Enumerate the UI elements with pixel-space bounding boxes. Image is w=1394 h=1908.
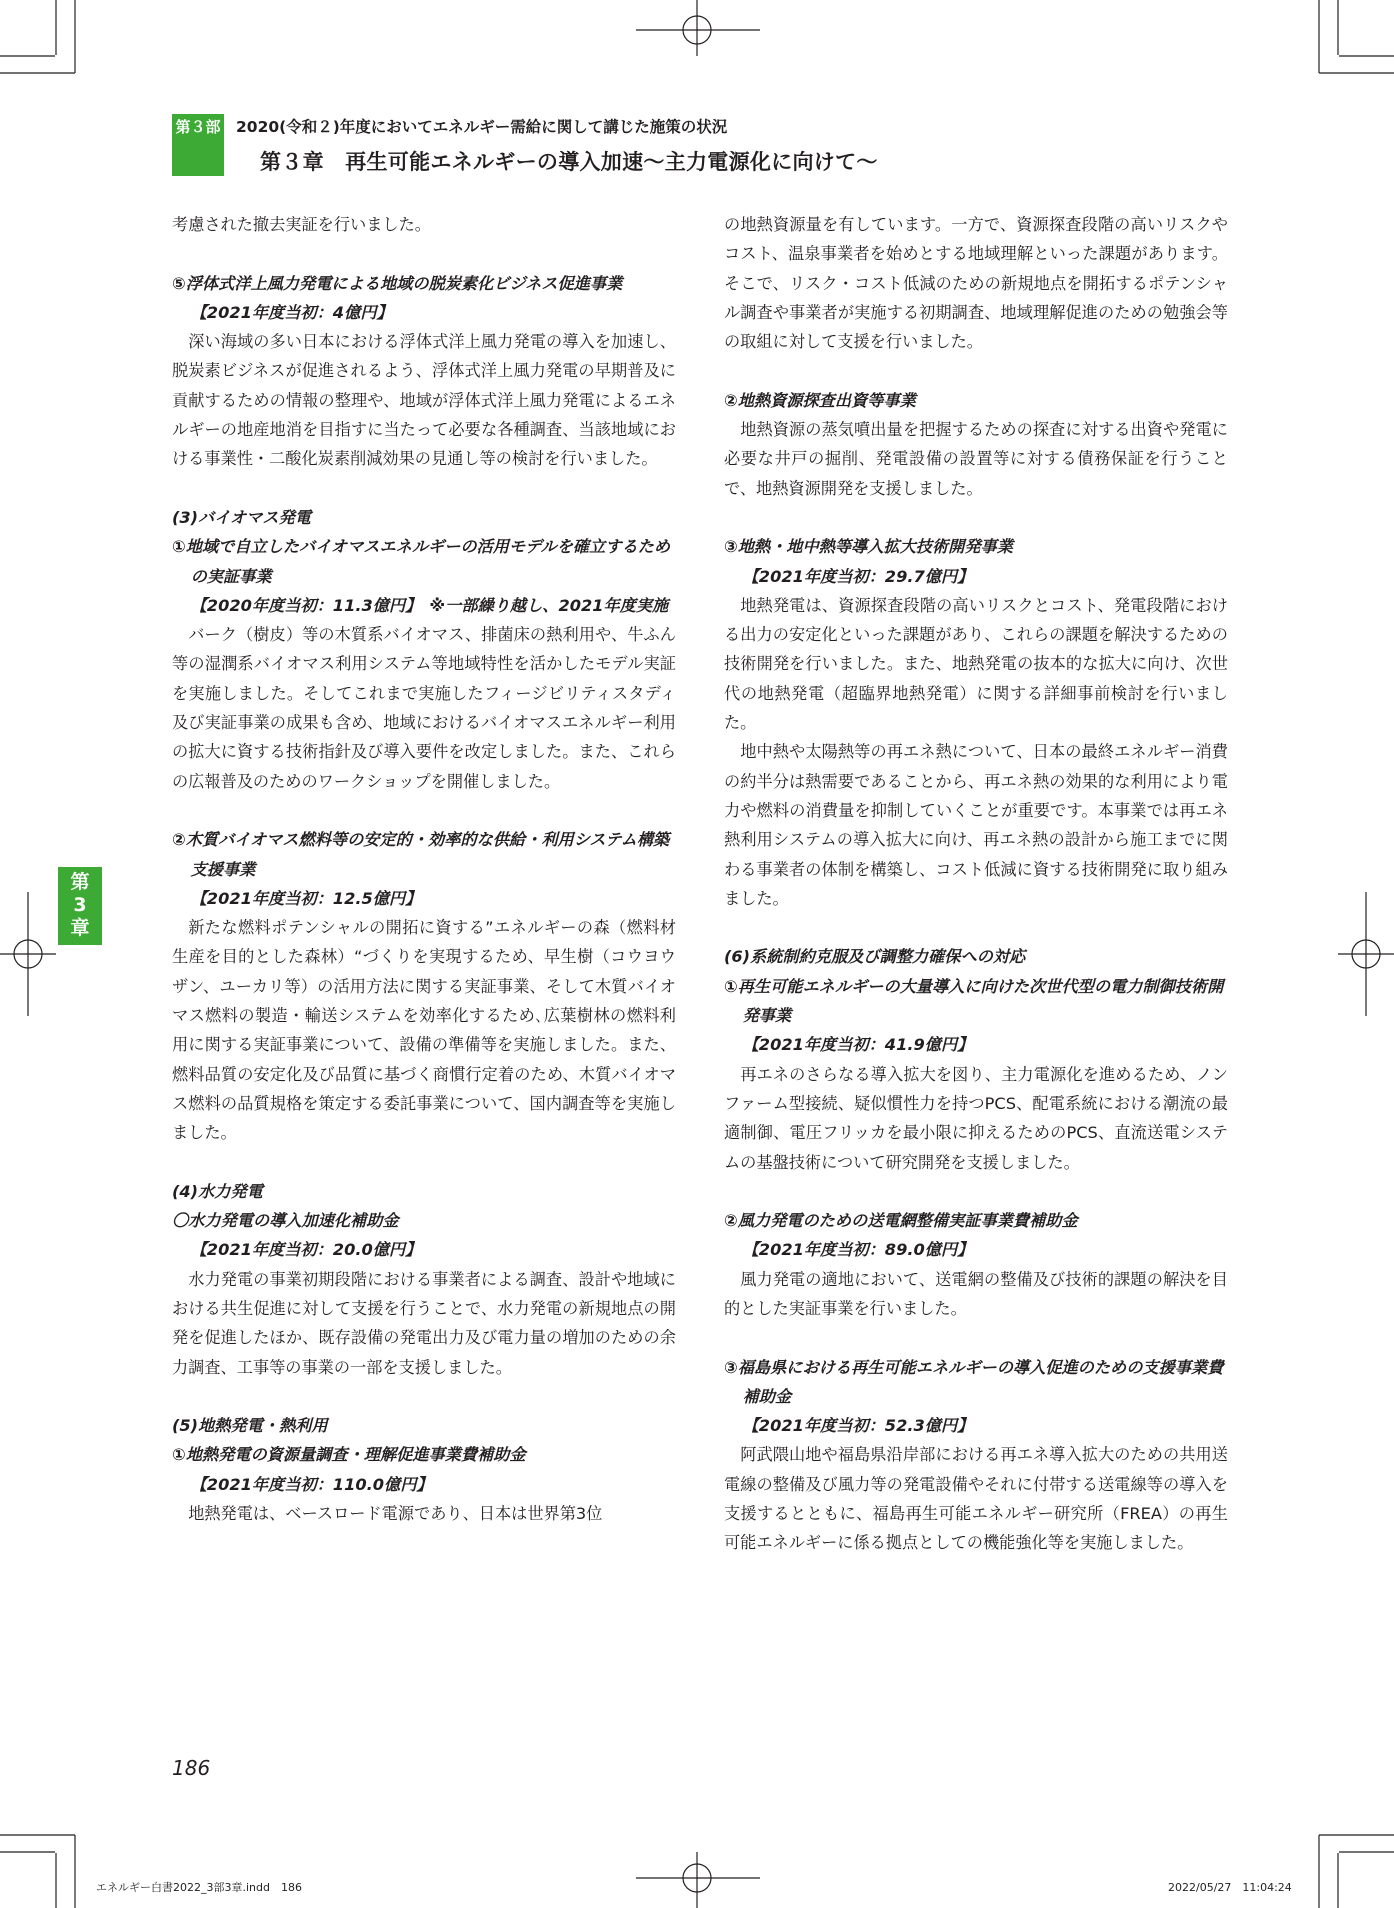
budget-line: 【2021年度当初：4億円】 bbox=[190, 302, 393, 322]
item-heading: 〇水力発電の導入加速化補助金 bbox=[172, 1211, 399, 1231]
budget-line: 【2020年度当初：11.3億円】 ※一部繰り越し、2021年度実施 bbox=[190, 595, 669, 615]
left-column bbox=[172, 210, 676, 1528]
page-number: 186 bbox=[172, 1756, 211, 1780]
section-heading: (6)系統制約克服及び調整力確保への対応 bbox=[724, 947, 1026, 967]
section-heading: (3)バイオマス発電 bbox=[172, 507, 311, 527]
paragraph: 深い海域の多い日本における浮体式洋上風力発電の導入を加速し、脱炭素ビジネスが促進されるよう、浮体式洋上風力発電の早期普及に貢献するための情報の整理や、地域が浮体式洋上風力発電によるエネルギーの地産地消を目指すに当たって必要な各種調査、当該地域における事業性・二酸化炭素削減効果の見通し等の検討を行いました。 bbox=[172, 332, 676, 469]
paragraph: 新たな燃料ポテンシャルの開拓に資する”エネルギーの森（燃料材生産を目的とした森林）“づくりを実現するため、早生樹（コウヨウザン、ユーカリ等）の活用方法に関する実証事業、そして木質バイオマス燃料の製造・輸送システムを効率化するため､広葉樹林の燃料利用に関する実証事業について、設備の準備等を実施しました。また、燃料品質の安定化及び品質に基づく商慣行定着のため、木質バイオマス燃料の品質規格を策定する委託事業について、国内調査等を実施しました。 bbox=[172, 918, 676, 1143]
paragraph: 水力発電の事業初期段階における事業者による調査、設計や地域における共生促進に対して支援を行うことで、水力発電の新規地点の開発を促進したほか、既存設備の発電出力及び電力量の増加のための余力調査、工事等の事業の一部を支援しました。 bbox=[172, 1269, 676, 1377]
slug-file-info: エネルギー白書2022_3部3章.indd 186 bbox=[96, 1881, 302, 1894]
item-heading: ①再生可能エネルギーの大量導入に向けた次世代型の電力制御技術開発事業 bbox=[724, 976, 1224, 1026]
paragraph: 再エネのさらなる導入拡大を図り、主力電源化を進めるため、ノンファーム型接続、疑似慣性力を持つPCS、配電系統における潮流の最適制御、電圧フリッカを最小限に抑えるためのPCS、直流送電システムの基盤技術について研究開発を支援しました。 bbox=[724, 1064, 1228, 1172]
side-tab-line-2: 3 bbox=[73, 894, 87, 916]
item-heading: ③福島県における再生可能エネルギーの導入促進のための支援事業費補助金 bbox=[724, 1357, 1224, 1406]
side-tab-line-1: 第 bbox=[70, 871, 90, 893]
budget-line: 【2021年度当初：12.5億円】 bbox=[190, 888, 422, 908]
item-heading: ①地熱発電の資源量調査・理解促進事業費補助金 bbox=[172, 1445, 526, 1465]
paragraph: 地熱発電は、資源探査段階の高いリスクとコスト、発電段階における出力の安定化といった課題があり、これらの課題を解決するための技術開発を行いました。また、地熱発電の抜本的な拡大に向け、次世代の地熱発電（超臨界地熱発電）に関する詳細事前検討を行いました。 bbox=[724, 595, 1228, 733]
chapter-title: 第３章 再生可能エネルギーの導入加速～主力電源化に向けて～ bbox=[260, 150, 878, 174]
paragraph: 地熱発電は、ベースロード電源であり、日本は世界第3位 bbox=[188, 1504, 603, 1524]
section-heading: (5)地熱発電・熱利用 bbox=[172, 1416, 328, 1436]
paragraph: 風力発電の適地において、送電網の整備及び技術的課題の解決を目的とした実証事業を行いました。 bbox=[724, 1269, 1228, 1318]
item-heading: ①地域で自立したバイオマスエネルギーの活用モデルを確立するための実証事業 bbox=[172, 537, 671, 586]
budget-line: 【2021年度当初：41.9億円】 bbox=[742, 1035, 974, 1055]
budget-line: 【2021年度当初：20.0億円】 bbox=[190, 1240, 422, 1260]
budget-line: 【2021年度当初：29.7億円】 bbox=[742, 566, 974, 586]
budget-line: 【2021年度当初：110.0億円】 bbox=[190, 1474, 433, 1494]
item-heading: ②木質バイオマス燃料等の安定的・効率的な供給・利用システム構築支援事業 bbox=[172, 830, 670, 879]
side-tab-line-3: 章 bbox=[70, 917, 90, 939]
right-column bbox=[724, 210, 1228, 1558]
part-title: 2020(令和２)年度においてエネルギー需給に関して講じた施策の状況 bbox=[236, 118, 728, 136]
budget-line: 【2021年度当初：52.3億円】 bbox=[742, 1416, 974, 1436]
item-heading: ⑤浮体式洋上風力発電による地域の脱炭素化ビジネス促進事業 bbox=[172, 273, 623, 293]
paragraph: の地熱資源量を有しています。一方で、資源探査段階の高いリスクやコスト、温泉事業者を始めとする地域理解といった課題があります。そこで、リスク・コスト低減のための新規地点を開拓するポテンシャル調査や事業者が実施する初期調査、地域理解促進のための勉強会等の取組に対して支援を行いました。 bbox=[724, 215, 1228, 352]
budget-line: 【2021年度当初：89.0億円】 bbox=[742, 1240, 974, 1260]
part-badge: 第３部 bbox=[172, 114, 224, 140]
paragraph: 地中熱や太陽熱等の再エネ熱について、日本の最終エネルギー消費の約半分は熱需要であることから、再エネ熱の効果的な利用により電力や燃料の消費量を抑制していくことが重要です。本事業では再エネ熱利用システムの導入拡大に向け、再エネ熱の設計から施工までに関わる事業者の体制を構築し、コスト低減に資する技術開発に取り組みました。 bbox=[724, 742, 1228, 908]
paragraph: 地熱資源の蒸気噴出量を把握するための探査に対する出資や発電に必要な井戸の掘削、発電設備の設置等に対する債務保証を行うことで、地熱資源開発を支援しました。 bbox=[724, 420, 1228, 498]
chapter-side-tab bbox=[58, 867, 102, 945]
section-heading: (4)水力発電 bbox=[172, 1181, 263, 1201]
paragraph: 考慮された撤去実証を行いました。 bbox=[172, 215, 431, 234]
item-heading: ②風力発電のための送電網整備実証事業費補助金 bbox=[724, 1211, 1078, 1231]
paragraph: バーク（樹皮）等の木質系バイオマス、排菌床の熱利用や、牛ふん等の湿潤系バイオマス利用システム等地域特性を活かしたモデル実証を実施しました。そしてこれまで実施したフィージビリティスタディ及び実証事業の成果も含め、地域におけるバイオマスエネルギー利用の拡大に資する技術指針及び導入要件を改定しました。また、これらの広報普及のためのワークショップを開催しました。 bbox=[172, 625, 676, 791]
paragraph: 阿武隈山地や福島県沿岸部における再エネ導入拡大のための共用送電線の整備及び風力等の発電設備やそれに付帯する送電線等の導入を支援するとともに、福島再生可能エネルギー研究所（FREA）の再生可能エネルギーに係る拠点としての機能強化等を実施しました。 bbox=[724, 1445, 1228, 1553]
slug-date-info: 2022/05/27 11:04:24 bbox=[1168, 1881, 1292, 1894]
item-heading: ②地熱資源探査出資等事業 bbox=[724, 390, 916, 410]
item-heading: ③地熱・地中熱等導入拡大技術開発事業 bbox=[724, 537, 1013, 557]
part-accent-bar bbox=[172, 140, 224, 176]
